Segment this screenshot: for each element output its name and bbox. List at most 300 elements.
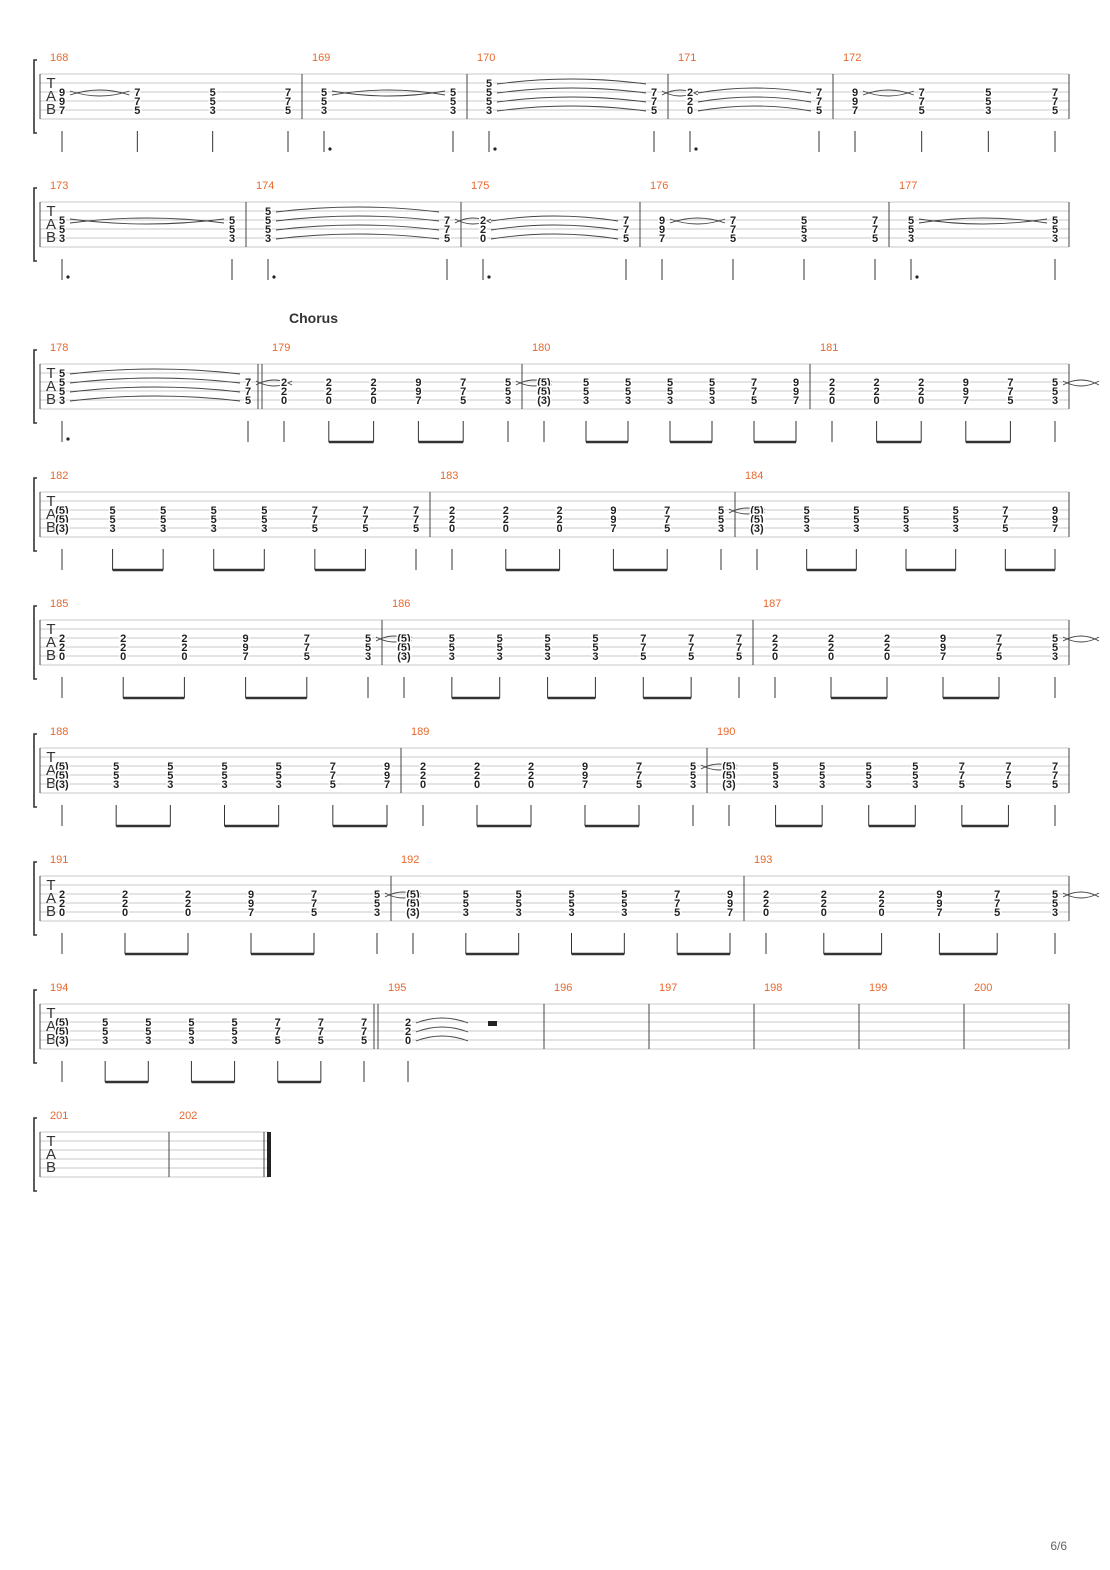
fret-number: 2 [771, 642, 779, 654]
fret-number: 5 [635, 779, 643, 791]
fret-number: 2 [502, 505, 509, 517]
fret-number: 2 [184, 898, 192, 910]
fret-number: 3 [853, 523, 860, 535]
fret-number: 7 [610, 523, 617, 535]
fret-number: 5 [708, 386, 716, 398]
fret-number: 5 [485, 87, 493, 99]
fret-number: 7 [729, 215, 737, 227]
measure-number: 187 [763, 598, 782, 610]
fret-number: 3 [496, 651, 503, 663]
fret-number: 3 [800, 233, 808, 245]
fret-number: 5 [504, 377, 512, 389]
system-bracket [34, 606, 37, 679]
fret-number: 5 [994, 907, 1001, 919]
fret-number: 9 [242, 633, 249, 645]
fret-number: (5) [55, 770, 69, 782]
fret-number: 5 [907, 224, 915, 236]
fret-number: 9 [415, 386, 422, 398]
fret-number: 9 [792, 377, 800, 389]
fret-number: 3 [544, 651, 551, 663]
tab-clef-letter: B [45, 391, 57, 408]
measure-number: 200 [974, 982, 993, 994]
fret-number: 5 [145, 1017, 152, 1029]
fret-number: 5 [284, 105, 292, 117]
fret-number: 5 [113, 770, 120, 782]
measure-number: 184 [745, 470, 764, 482]
fret-number: 7 [622, 224, 630, 236]
fret-number: 2 [448, 505, 456, 517]
fret-number: 7 [134, 96, 141, 108]
fret-number: 5 [160, 514, 167, 526]
fret-number: 5 [58, 224, 66, 236]
fret-number: 5 [1051, 889, 1059, 901]
fret-number: 5 [772, 761, 779, 773]
fret-number: 2 [181, 642, 188, 654]
fret-number: 7 [1002, 514, 1009, 526]
fret-number: 3 [568, 907, 575, 919]
tab-clef-letter: T [46, 877, 56, 894]
fret-number: 7 [311, 505, 318, 517]
fret-number: 5 [244, 395, 252, 407]
fret-number: 5 [320, 96, 328, 108]
fret-number: (3) [750, 523, 764, 535]
fret-number: 5 [373, 898, 381, 910]
fret-number: 5 [582, 377, 590, 389]
fret-number: 0 [479, 233, 487, 245]
fret-number: 2 [686, 87, 694, 99]
fret-number: 9 [1051, 514, 1059, 526]
fret-number: 7 [247, 907, 255, 919]
fret-number: 5 [167, 761, 174, 773]
fret-number: 7 [994, 898, 1001, 910]
fret-number: 2 [556, 514, 563, 526]
measure-number: 169 [312, 52, 331, 64]
measure-number: 171 [678, 52, 697, 64]
fret-number: 5 [364, 633, 372, 645]
fret-number: 5 [264, 206, 272, 218]
fret-number: 7 [994, 889, 1001, 901]
fret-number: 5 [666, 386, 674, 398]
fret-number: 5 [448, 642, 455, 654]
tab-clef-letter: B [45, 903, 57, 920]
measure-number: 179 [272, 342, 291, 354]
fret-number: 2 [883, 642, 891, 654]
fret-number: 5 [568, 898, 575, 910]
fret-number: 2 [820, 898, 827, 910]
fret-number: 2 [404, 1017, 412, 1029]
fret-number: 7 [581, 779, 589, 791]
fret-number: 5 [985, 96, 992, 108]
system-bracket [34, 990, 37, 1063]
fret-number: 5 [1005, 779, 1012, 791]
fret-number: 2 [827, 633, 835, 645]
fret-number: 0 [828, 395, 836, 407]
measure-number: 190 [717, 726, 736, 738]
fret-number: 5 [958, 779, 965, 791]
fret-number: 3 [504, 395, 512, 407]
fret-number: 5 [1051, 377, 1059, 389]
fret-number: 2 [820, 889, 827, 901]
measure-number: 175 [471, 180, 490, 192]
fret-number: (3) [722, 779, 736, 791]
fret-number: 5 [364, 642, 372, 654]
page-number: 6/6 [1050, 1539, 1067, 1553]
fret-number: (5) [55, 1017, 69, 1029]
fret-number: 5 [449, 96, 457, 108]
fret-number: 3 [373, 907, 381, 919]
measure-number: 192 [401, 854, 420, 866]
tab-clef-letter: A [45, 88, 57, 105]
fret-number: 3 [717, 523, 725, 535]
fret-number: 2 [58, 898, 66, 910]
fret-number: 5 [689, 761, 697, 773]
tab-clef-letter: T [46, 1005, 56, 1022]
fret-number: 5 [145, 1026, 152, 1038]
tab-clef-letter: A [45, 1146, 57, 1163]
fret-number: 0 [325, 395, 332, 407]
fret-number: 3 [58, 395, 66, 407]
fret-number: 5 [717, 514, 725, 526]
fret-number: 5 [209, 87, 216, 99]
fret-number: 2 [325, 386, 332, 398]
fret-number: 9 [383, 770, 391, 782]
fret-number: 0 [473, 779, 481, 791]
fret-number: 3 [1051, 651, 1059, 663]
fret-number: 2 [827, 642, 835, 654]
dot [493, 147, 496, 150]
fret-number: (3) [537, 395, 551, 407]
fret-number: 0 [556, 523, 563, 535]
fret-number: (3) [55, 1035, 69, 1047]
fret-number: 2 [419, 761, 427, 773]
tab-clef-letter: B [45, 229, 57, 246]
fret-number: 7 [871, 224, 879, 236]
fret-number: 9 [58, 87, 66, 99]
fret-number: 9 [247, 898, 255, 910]
fret-number: 5 [902, 514, 910, 526]
fret-number: 7 [362, 514, 369, 526]
tab-clef-letter: A [45, 1018, 57, 1035]
fret-number: 0 [181, 651, 188, 663]
fret-number: 2 [556, 505, 563, 517]
tab-clef-letter: A [45, 762, 57, 779]
fret-number: 2 [121, 898, 129, 910]
fret-number: 5 [803, 505, 810, 517]
fret-number: 7 [815, 87, 823, 99]
fret-number: 7 [360, 1026, 368, 1038]
fret-number: 5 [275, 770, 282, 782]
measure-number: 191 [50, 854, 69, 866]
fret-number: 0 [820, 907, 827, 919]
fret-number: 3 [261, 523, 268, 535]
fret-number: 0 [419, 779, 427, 791]
fret-number: 2 [918, 377, 925, 389]
fret-number: 7 [443, 215, 451, 227]
fret-number: 7 [362, 505, 369, 517]
fret-number: 5 [621, 889, 628, 901]
fret-number: 3 [231, 1035, 238, 1047]
fret-number: 5 [952, 514, 959, 526]
tab-clef-letter: T [46, 203, 56, 220]
fret-number: 7 [329, 770, 336, 782]
fret-number: 5 [496, 642, 503, 654]
tab-clef-letter: B [45, 101, 57, 118]
fret-number: 0 [404, 1035, 412, 1047]
fret-number: 5 [912, 770, 919, 782]
fret-number: 3 [449, 105, 457, 117]
fret-number: 2 [828, 386, 836, 398]
fret-number: 3 [448, 651, 455, 663]
measure-number: 182 [50, 470, 69, 482]
dot [328, 147, 331, 150]
fret-number: 3 [907, 233, 915, 245]
fret-number: 3 [160, 523, 167, 535]
fret-number: (5) [537, 386, 551, 398]
fret-number: 2 [883, 633, 891, 645]
fret-number: 5 [750, 395, 758, 407]
fret-number: 2 [448, 514, 456, 526]
fret-number: 5 [688, 651, 695, 663]
measure-number: 201 [50, 1110, 69, 1122]
fret-number: (5) [55, 1026, 69, 1038]
fret-number: (5) [750, 505, 764, 517]
fret-number: 5 [729, 233, 737, 245]
tab-clef-letter: B [45, 519, 57, 536]
measure-number: 180 [532, 342, 551, 354]
fret-number: 5 [261, 505, 268, 517]
fret-number: 5 [188, 1026, 195, 1038]
tab-clef-letter: T [46, 749, 56, 766]
half-rest [488, 1021, 497, 1026]
tab-clef-letter: B [45, 775, 57, 792]
fret-number: 2 [419, 770, 427, 782]
fret-number: 7 [1007, 377, 1014, 389]
fret-number: 9 [658, 224, 666, 236]
fret-number: 7 [244, 377, 252, 389]
fret-number: 9 [610, 505, 617, 517]
fret-number: 7 [995, 642, 1003, 654]
fret-number: 5 [1051, 642, 1059, 654]
fret-number: 2 [686, 96, 694, 108]
fret-number: 5 [664, 523, 671, 535]
fret-number: 5 [853, 505, 860, 517]
system-bracket [34, 734, 37, 807]
fret-number: (3) [55, 779, 69, 791]
fret-number: 7 [995, 633, 1003, 645]
fret-number: 9 [962, 377, 969, 389]
measure-number: 170 [477, 52, 496, 64]
fret-number: 7 [729, 224, 737, 236]
fret-number: 5 [1051, 779, 1059, 791]
fret-number: 2 [58, 642, 66, 654]
fret-number: 3 [912, 779, 919, 791]
fret-number: 5 [582, 386, 590, 398]
fret-number: 7 [674, 898, 681, 910]
fret-number: 5 [231, 1017, 238, 1029]
fret-number: 7 [726, 907, 734, 919]
fret-number: 3 [666, 395, 674, 407]
fret-number: 2 [473, 770, 481, 782]
fret-number: 2 [479, 224, 487, 236]
system-bracket [34, 350, 37, 423]
fret-number: 3 [772, 779, 779, 791]
fret-number: 7 [242, 651, 249, 663]
fret-number: 3 [58, 233, 66, 245]
fret-number: 9 [851, 87, 859, 99]
tab-clef-letter: A [45, 506, 57, 523]
fret-number: 2 [873, 386, 880, 398]
fret-number: 5 [310, 907, 318, 919]
fret-number: 5 [1051, 105, 1059, 117]
fret-number: 5 [462, 889, 469, 901]
fret-number: 2 [527, 761, 535, 773]
fret-number: 2 [121, 889, 129, 901]
fret-number: 5 [853, 514, 860, 526]
fret-number: 3 [113, 779, 120, 791]
measure-number: 199 [869, 982, 888, 994]
fret-number: 5 [188, 1017, 195, 1029]
fret-number: 3 [952, 523, 959, 535]
fret-number: 5 [819, 761, 826, 773]
fret-number: 5 [134, 105, 141, 117]
fret-number: 5 [210, 514, 217, 526]
fret-number: 7 [640, 633, 647, 645]
measure-number: 173 [50, 180, 69, 192]
fret-number: 5 [58, 215, 66, 227]
fret-number: 5 [362, 523, 369, 535]
fret-number: 9 [939, 633, 947, 645]
system-bracket [34, 478, 37, 551]
fret-number: 5 [311, 523, 318, 535]
fret-number: 2 [404, 1026, 412, 1038]
fret-number: 7 [640, 642, 647, 654]
dot [66, 275, 69, 278]
measure-number: 193 [754, 854, 773, 866]
fret-number: 5 [443, 233, 451, 245]
fret-number: 2 [58, 633, 66, 645]
system-bracket [34, 60, 37, 133]
fret-number: 2 [325, 377, 332, 389]
fret-number: 5 [504, 386, 512, 398]
fret-number: 7 [317, 1026, 324, 1038]
fret-number: 3 [515, 907, 522, 919]
fret-number: 2 [479, 215, 487, 227]
fret-number: 2 [181, 633, 188, 645]
fret-number: 7 [274, 1026, 281, 1038]
measure-number: 195 [388, 982, 407, 994]
fret-number: (3) [55, 523, 69, 535]
fret-number: 5 [1051, 224, 1059, 236]
fret-number: 2 [873, 377, 880, 389]
fret-number: 3 [264, 233, 272, 245]
measure-number: 168 [50, 52, 69, 64]
tab-clef-letter: A [45, 216, 57, 233]
fret-number: 5 [592, 642, 599, 654]
tab-clef-letter: T [46, 493, 56, 510]
fret-number: 9 [383, 761, 391, 773]
fret-number: 5 [544, 633, 551, 645]
fret-number: 0 [58, 651, 66, 663]
fret-number: 3 [102, 1035, 109, 1047]
fret-number: 2 [878, 889, 885, 901]
fret-number: 7 [244, 386, 252, 398]
fret-number: 7 [1051, 761, 1059, 773]
dot [694, 147, 697, 150]
fret-number: (5) [397, 642, 411, 654]
fret-number: 5 [1051, 898, 1059, 910]
fret-number: 9 [726, 889, 734, 901]
fret-number: 5 [674, 907, 681, 919]
fret-number: 7 [460, 386, 467, 398]
fret-number: 3 [902, 523, 910, 535]
fret-number: 7 [1051, 96, 1059, 108]
fret-number: 2 [762, 898, 770, 910]
fret-number: 0 [527, 779, 535, 791]
fret-number: 5 [102, 1026, 109, 1038]
fret-number: 9 [936, 898, 943, 910]
fret-number: 5 [261, 514, 268, 526]
fret-number: 3 [228, 233, 236, 245]
fret-number: 5 [815, 105, 823, 117]
fret-number: 3 [221, 779, 228, 791]
fret-number: 5 [228, 224, 236, 236]
tab-clef-letter: A [45, 890, 57, 907]
fret-number: 7 [658, 233, 666, 245]
fret-number: 7 [871, 215, 879, 227]
fret-number: 5 [221, 761, 228, 773]
fret-number: 3 [708, 395, 716, 407]
fret-number: 5 [772, 770, 779, 782]
fret-number: 7 [284, 87, 292, 99]
fret-number: 7 [750, 386, 758, 398]
fret-number: 3 [624, 395, 632, 407]
fret-number: 5 [689, 770, 697, 782]
fret-number: 5 [209, 96, 216, 108]
fret-number: 5 [221, 770, 228, 782]
tab-clef-letter: A [45, 634, 57, 651]
fret-number: 5 [360, 1035, 368, 1047]
tab-clef-letter: A [45, 378, 57, 395]
fret-number: 3 [582, 395, 590, 407]
fret-number: 7 [650, 96, 658, 108]
fret-number: 5 [167, 770, 174, 782]
fret-number: 5 [462, 898, 469, 910]
fret-number: 0 [762, 907, 770, 919]
fret-number: 5 [317, 1035, 324, 1047]
fret-number: 9 [581, 761, 589, 773]
fret-number: 5 [412, 523, 420, 535]
fret-number: 7 [360, 1017, 368, 1029]
fret-number: 7 [688, 642, 695, 654]
fret-number: 7 [274, 1017, 281, 1029]
fret-number: 5 [274, 1035, 281, 1047]
fret-number: 5 [160, 505, 167, 517]
fret-number: 5 [1002, 523, 1009, 535]
fret-number: 3 [109, 523, 116, 535]
fret-number: 0 [58, 907, 66, 919]
fret-number: 3 [592, 651, 599, 663]
fret-number: 9 [247, 889, 255, 901]
fret-number: 7 [317, 1017, 324, 1029]
fret-number: 5 [907, 215, 915, 227]
fret-number: (5) [722, 761, 736, 773]
measure-number: 198 [764, 982, 783, 994]
fret-number: 7 [58, 105, 66, 117]
fret-number: 3 [819, 779, 826, 791]
fret-number: 9 [939, 642, 947, 654]
fret-number: 5 [58, 386, 66, 398]
fret-number: 7 [958, 761, 965, 773]
